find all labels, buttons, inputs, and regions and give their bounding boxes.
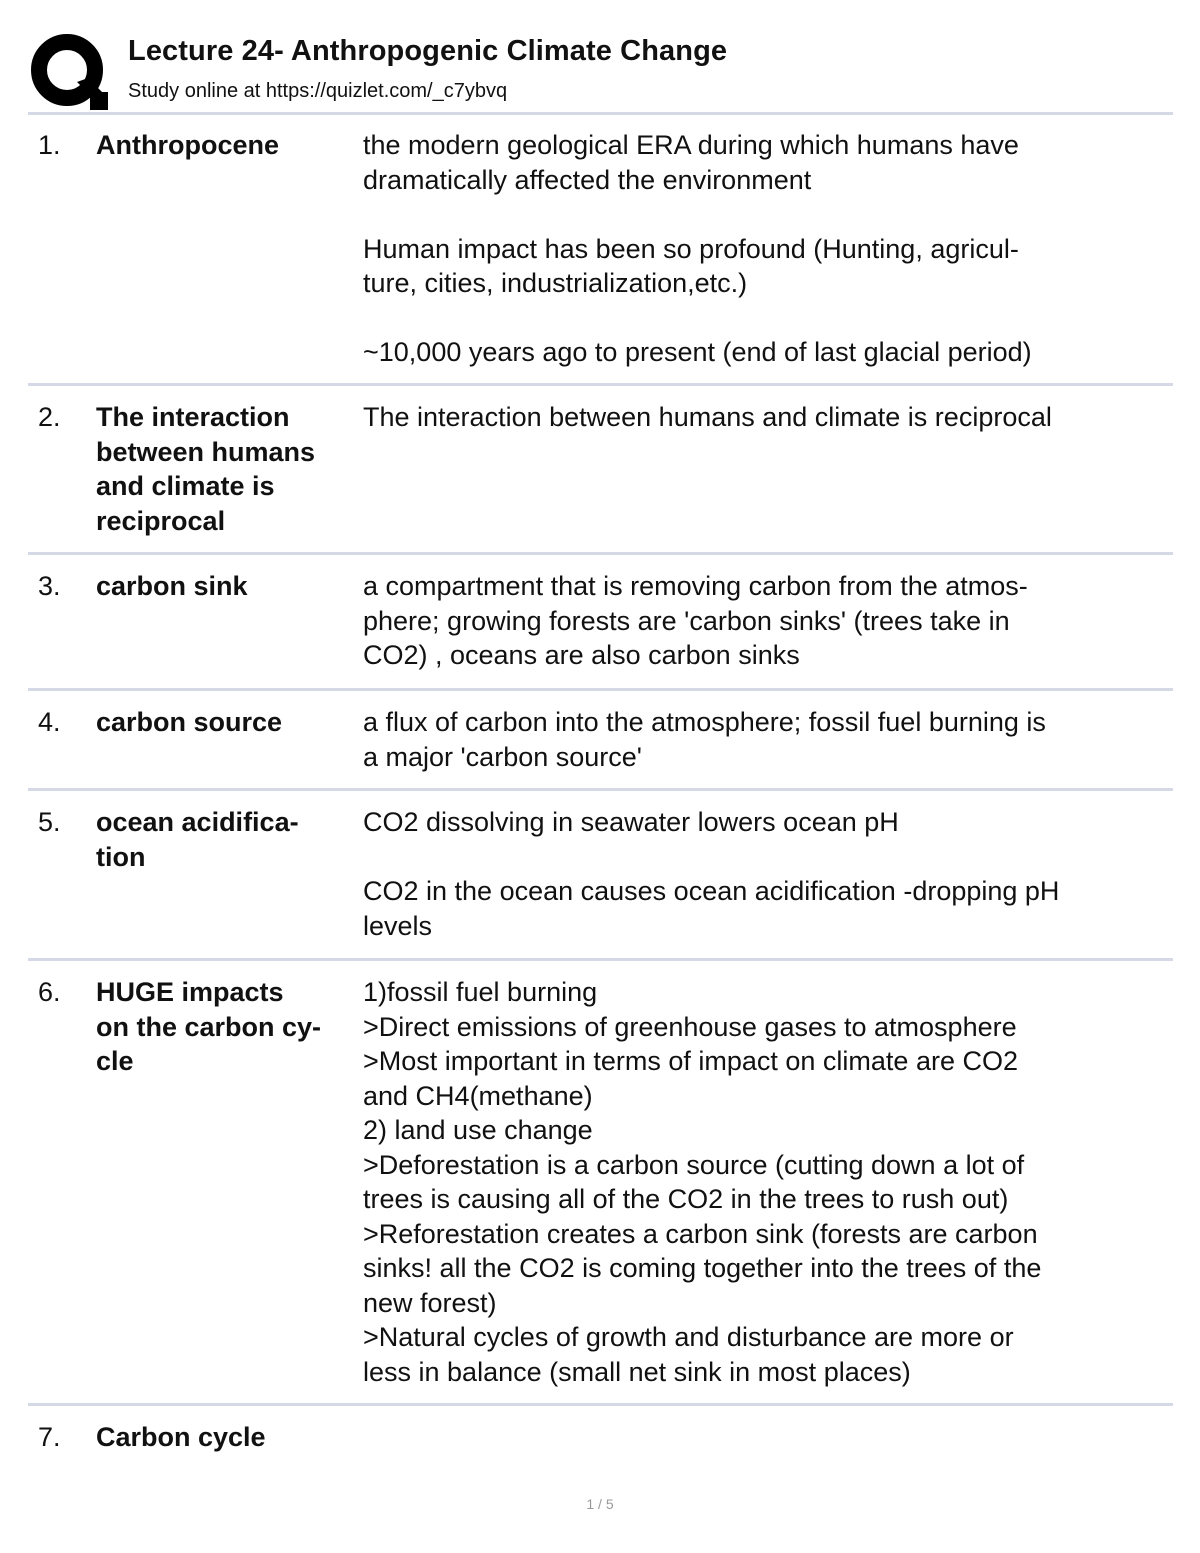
definition-paragraph — [363, 335, 1173, 370]
definition-line: a compartment that is removing carbon from the atmos- — [363, 571, 1028, 601]
quizlet-q-logo-icon — [30, 32, 108, 110]
page-header — [30, 30, 1172, 112]
definition-paragraph — [363, 805, 1173, 840]
term-line: ocean acidifica- — [96, 807, 299, 837]
card-definition — [363, 975, 1173, 1389]
definition-line: levels — [363, 910, 433, 941]
card-definition — [363, 569, 1173, 673]
card-number: 1. — [38, 130, 61, 160]
card-definition — [363, 400, 1173, 435]
definition-line: ture, cities, industrialization,etc.) — [363, 268, 748, 298]
term-line: The interaction — [96, 402, 290, 432]
flashcard-2 — [28, 386, 1173, 552]
definition-line: a flux of carbon into the atmosphere; fossil fuel burning is — [363, 707, 1046, 737]
definition-line: less in balance (small net sink in most places) — [363, 1356, 911, 1387]
definition-paragraph — [363, 975, 1173, 1389]
definition-line: dramatically affected the environment — [363, 164, 812, 195]
card-term — [96, 805, 354, 874]
term-line: cle — [96, 1046, 134, 1076]
flashcard-6 — [28, 961, 1173, 1403]
card-number: 4. — [38, 707, 61, 737]
term-line: and climate is — [96, 471, 275, 501]
definition-line: The interaction between humans and climate is reciprocal — [363, 402, 1052, 432]
card-term — [96, 1420, 354, 1455]
card-number: 6. — [38, 977, 61, 1007]
card-number: 5. — [38, 807, 61, 837]
card-term — [96, 705, 354, 740]
definition-line: >Natural cycles of growth and disturbance are more or — [363, 1322, 1014, 1352]
definition-line: >Deforestation is a carbon source (cutting down a lot of — [363, 1149, 1025, 1180]
flashcard-7 — [28, 1406, 1173, 1466]
term-line: on the carbon cy- — [96, 1011, 322, 1042]
definition-line: >Reforestation creates a carbon sink (forests are carbon — [363, 1218, 1038, 1249]
term-line: reciprocal — [96, 505, 226, 536]
definition-paragraph — [363, 569, 1173, 673]
definition-paragraph — [363, 705, 1173, 774]
term-line: HUGE impacts — [96, 977, 284, 1007]
definition-line: CO2 in the ocean causes ocean acidification -dropping pH — [363, 876, 1060, 906]
definition-paragraph — [363, 232, 1173, 301]
definition-line: and CH4(methane) — [363, 1080, 593, 1111]
definition-paragraph — [363, 874, 1173, 943]
flashcard-3 — [28, 555, 1173, 688]
card-term — [96, 569, 354, 604]
flashcard-1 — [28, 114, 1173, 384]
term-line: between humans — [96, 436, 316, 467]
term-line: Anthropocene — [96, 130, 280, 160]
card-definition — [363, 705, 1173, 774]
definition-line: 1)fossil fuel burning — [363, 977, 598, 1007]
card-definition — [363, 128, 1173, 370]
term-line: carbon sink — [96, 571, 248, 601]
card-number: 3. — [38, 571, 61, 601]
definition-line: the modern geological ERA during which humans have — [363, 130, 1019, 160]
term-line: tion — [96, 841, 146, 872]
term-line: Carbon cycle — [96, 1422, 266, 1452]
definition-line: new forest) — [363, 1287, 497, 1318]
definition-line: ~10,000 years ago to present (end of last glacial period) — [363, 337, 1032, 367]
definition-paragraph — [363, 128, 1173, 197]
card-number: 7. — [38, 1422, 61, 1452]
definition-line: CO2) , oceans are also carbon sinks — [363, 640, 800, 670]
definition-line: a major 'carbon source' — [363, 741, 642, 772]
definition-line: 2) land use change — [363, 1115, 593, 1145]
definition-line: sinks! all the CO2 is coming together into the trees of the — [363, 1253, 1042, 1283]
card-term — [96, 128, 354, 163]
document-title: Lecture 24- Anthropogenic Climate Change — [128, 35, 728, 67]
definition-line: trees is causing all of the CO2 in the trees to rush out) — [363, 1184, 1009, 1214]
page-number: 1 / 5 — [586, 1496, 614, 1512]
card-number: 2. — [38, 402, 61, 432]
definition-line: >Direct emissions of greenhouse gases to atmosphere — [363, 1011, 1017, 1042]
card-definition — [363, 805, 1173, 943]
flashcard-4 — [28, 691, 1173, 788]
definition-paragraph — [363, 400, 1173, 435]
definition-line: >Most important in terms of impact on climate are CO2 — [363, 1046, 1018, 1076]
definition-line: CO2 dissolving in seawater lowers ocean pH — [363, 807, 899, 837]
card-term — [96, 975, 354, 1079]
study-online-link[interactable]: Study online at https://quizlet.com/_c7ybvq — [128, 80, 508, 102]
term-line: carbon source — [96, 707, 283, 737]
flashcard-5 — [28, 791, 1173, 958]
definition-line: phere; growing forests are 'carbon sinks' (trees take in — [363, 605, 1010, 636]
definition-line: Human impact has been so profound (Hunting, agricul- — [363, 233, 1019, 264]
card-term — [96, 400, 354, 538]
